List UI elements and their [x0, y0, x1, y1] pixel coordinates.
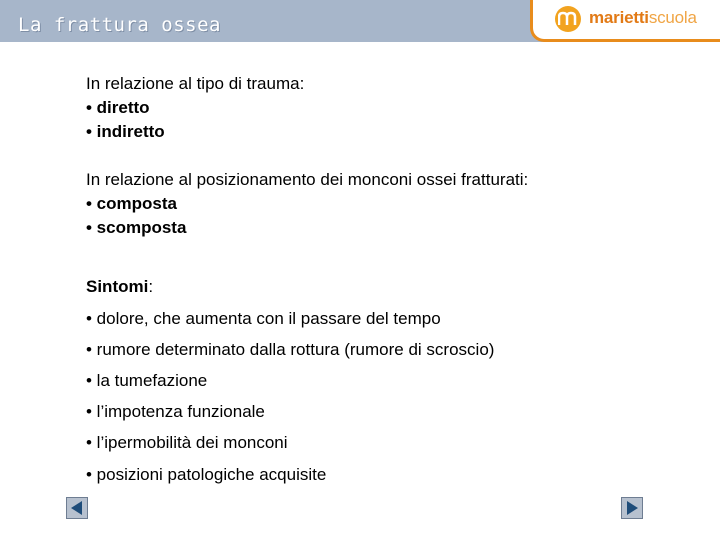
- next-slide-button[interactable]: [621, 497, 643, 519]
- publisher-logo: [530, 0, 720, 42]
- header-bar: [0, 0, 720, 42]
- trauma-item-diretto: • diretto: [86, 98, 150, 117]
- triangle-left-icon: [69, 500, 85, 516]
- symptom-item: • l’impotenza funzionale: [86, 402, 265, 421]
- logo-wordmark: [589, 8, 697, 28]
- trauma-item-indiretto: • indiretto: [86, 122, 165, 141]
- symptom-item: • dolore, che aumenta con il passare del tempo: [86, 309, 441, 328]
- page-title: La frattura ossea: [18, 14, 221, 36]
- logo-brand-light: scuola: [648, 8, 697, 27]
- symptoms-heading: Sintomi: [86, 277, 149, 296]
- symptom-item: • l’ipermobilità dei monconi: [86, 433, 288, 452]
- position-heading: In relazione al posizionamento dei monconi ossei fratturati:: [86, 170, 529, 189]
- position-item-composta: • composta: [86, 194, 177, 213]
- symptom-item: • posizioni patologiche acquisite: [86, 465, 327, 484]
- symptoms-colon: :: [148, 277, 154, 296]
- previous-slide-button[interactable]: [66, 497, 88, 519]
- logo-mark-icon: [555, 6, 581, 32]
- symptoms-heading-line: [86, 277, 153, 297]
- position-item-scomposta: • scomposta: [86, 218, 187, 237]
- triangle-right-icon: [624, 500, 640, 516]
- logo-brand-bold: marietti: [589, 8, 649, 27]
- trauma-heading: In relazione al tipo di trauma:: [86, 74, 305, 93]
- symptom-item: • la tumefazione: [86, 371, 208, 390]
- symptom-item: • rumore determinato dalla rottura (rumore di scroscio): [86, 340, 495, 359]
